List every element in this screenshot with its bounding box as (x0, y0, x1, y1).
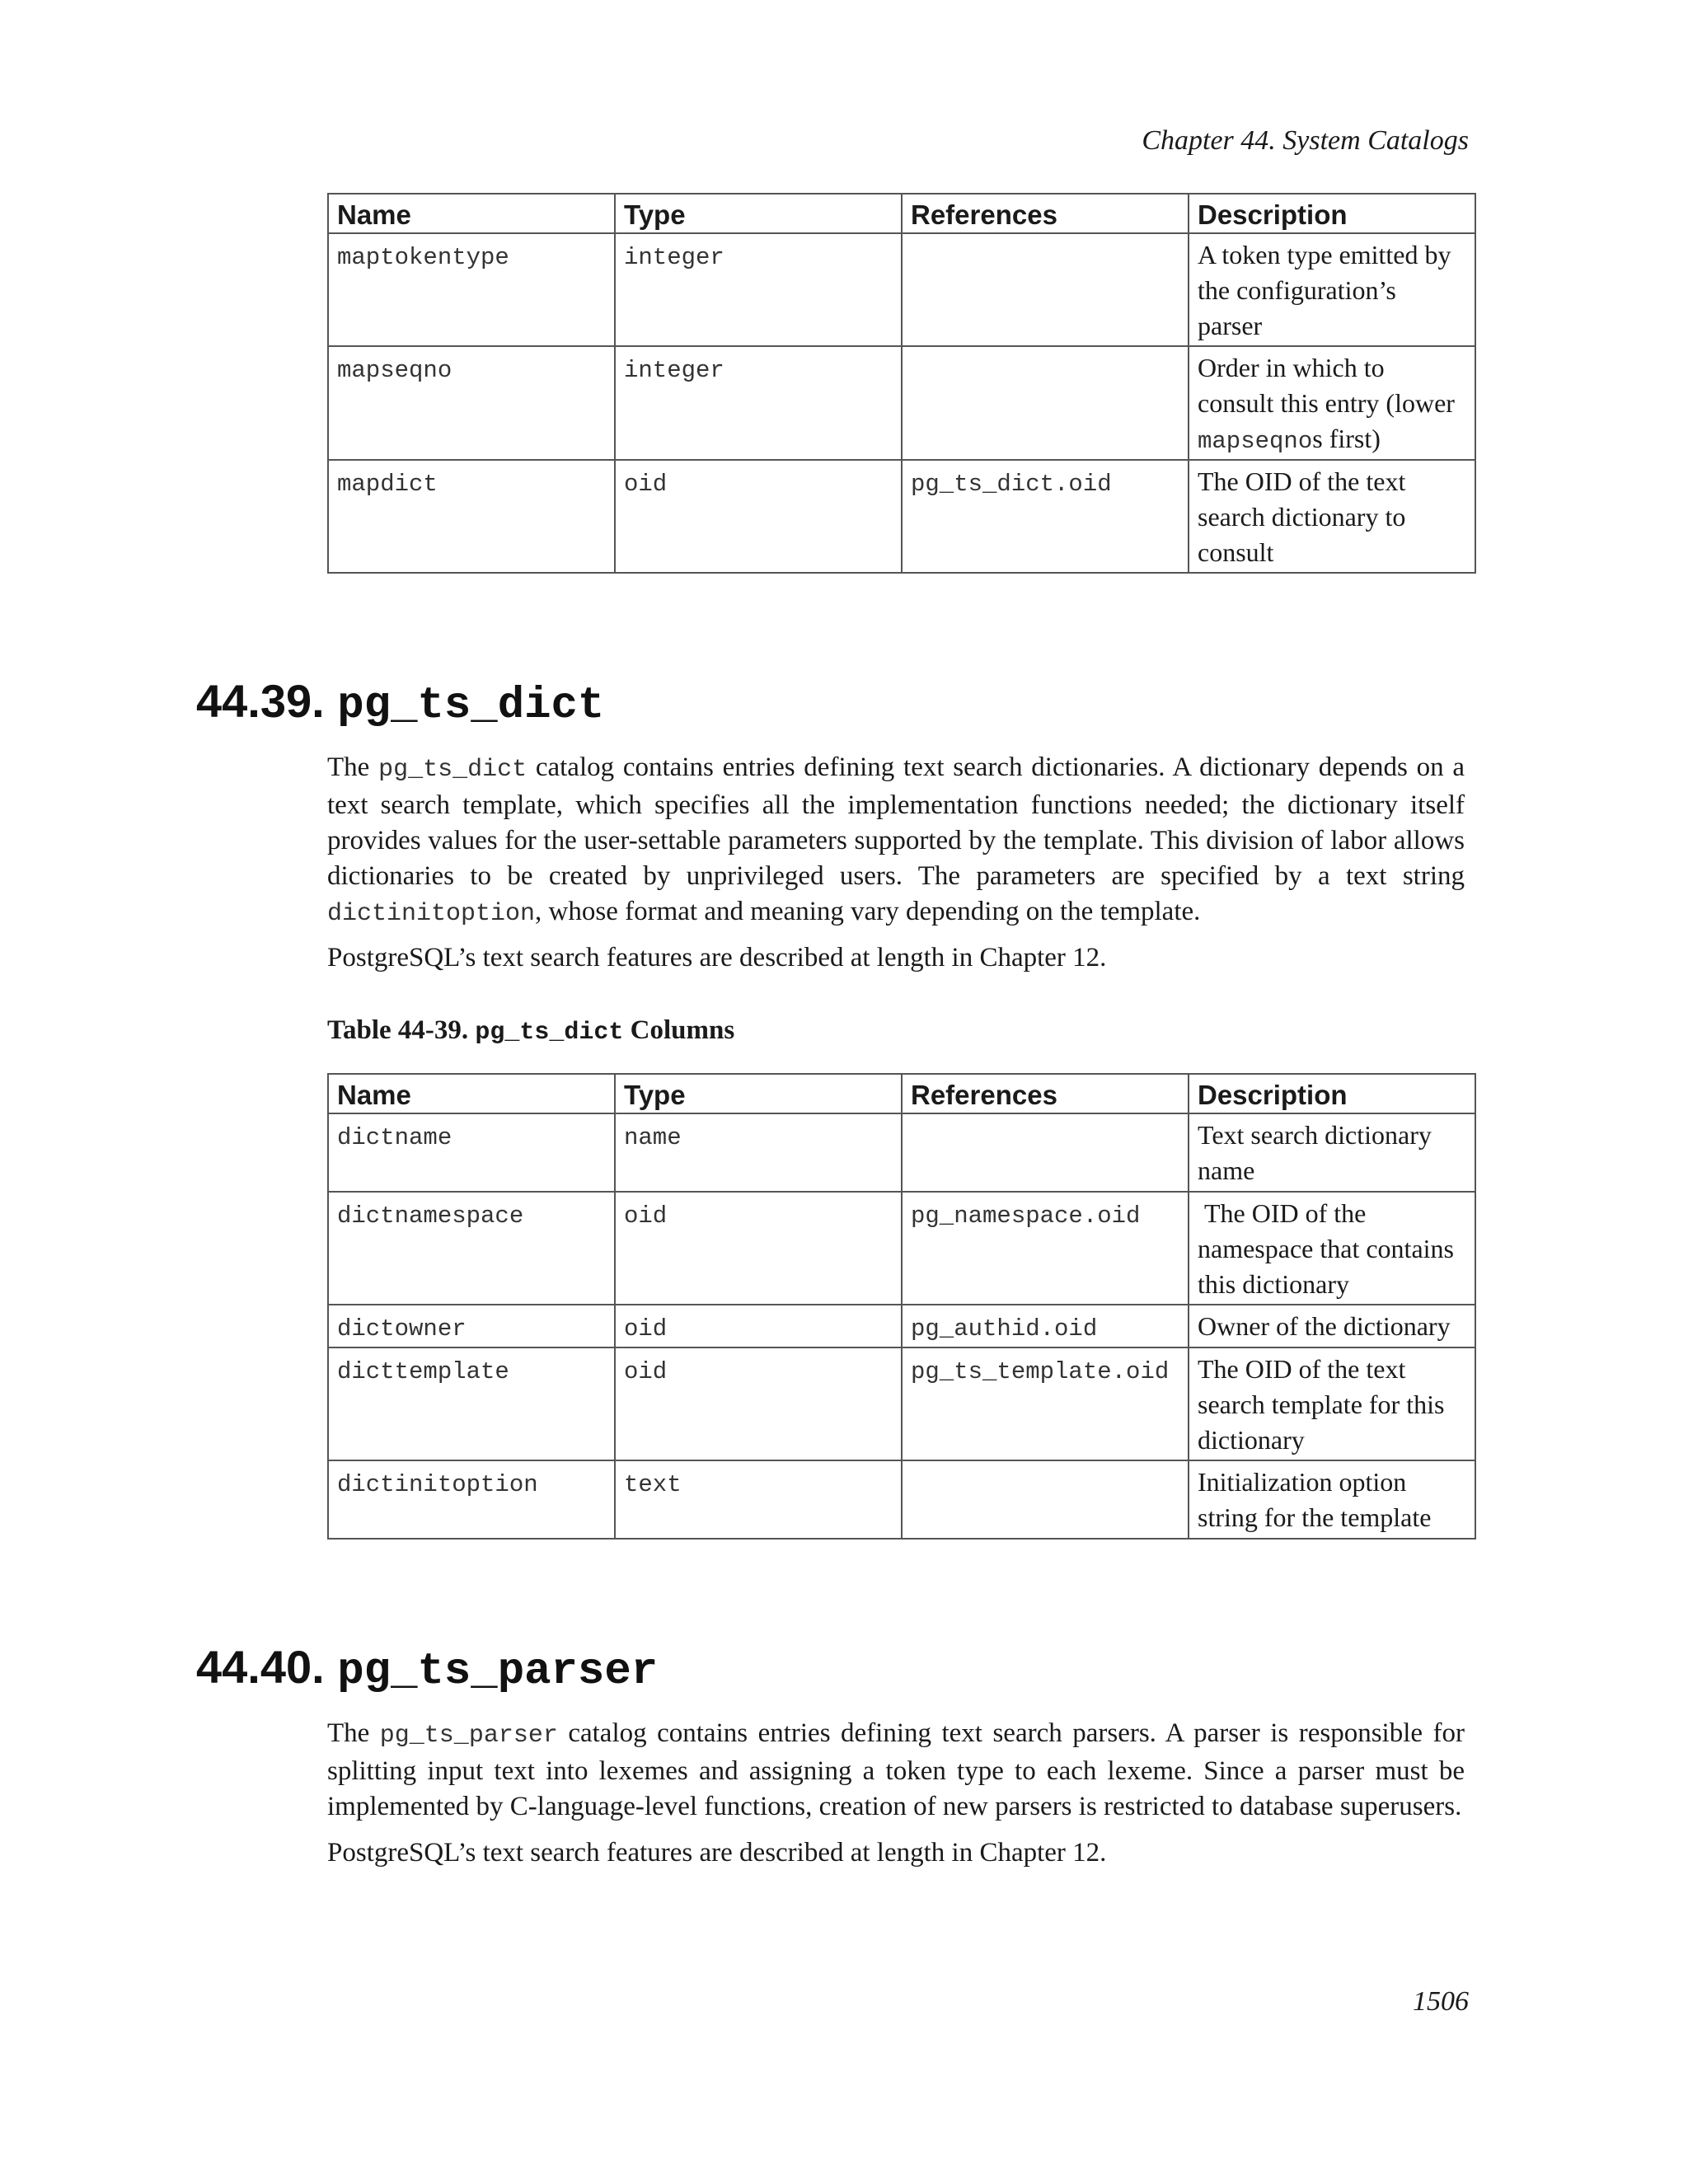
cell-type: oid (615, 1192, 902, 1305)
cell-name: dictname (328, 1113, 615, 1192)
table-row (328, 1192, 1475, 1305)
paragraph-text: catalog contains entries defining text search parsers. A parser is responsible for splitting input text into lexemes and assigning a token type to each lexeme. Since a parser must be implemented by C-language-level functions, creation of new parsers is restricted to database superusers. (327, 1718, 1465, 1821)
table-row (328, 1305, 1475, 1347)
table-row (328, 1347, 1475, 1460)
paragraph-text: The (327, 1718, 380, 1748)
running-head: Chapter 44. System Catalogs (1142, 125, 1469, 156)
cell-name: mapdict (328, 460, 615, 573)
column-header-description: Description (1189, 1074, 1475, 1113)
page-number: 1506 (1413, 1986, 1469, 2017)
cell-name: dicttemplate (328, 1347, 615, 1460)
description-text: s first) (1312, 424, 1381, 453)
inline-code: pg_ts_parser (379, 1722, 558, 1750)
cell-name: dictnamespace (328, 1192, 615, 1305)
cell-type: integer (615, 346, 902, 460)
section-paragraph (327, 750, 1465, 932)
pg-ts-config-map-table (327, 193, 1476, 574)
cell-name: mapseqno (328, 346, 615, 460)
section-number: 44.40. (196, 1641, 325, 1693)
cell-name: maptokentype (328, 233, 615, 346)
paragraph-text: , whose format and meaning vary depending on the template. (535, 897, 1201, 926)
section-paragraph: PostgreSQL’s text search features are described at length in Chapter 12. (327, 1838, 1107, 1868)
column-header-type: Type (615, 1074, 902, 1113)
cell-references (902, 346, 1189, 460)
cell-references (902, 233, 1189, 346)
cell-references: pg_namespace.oid (902, 1192, 1189, 1305)
description-code: mapseqno (1198, 428, 1313, 455)
cell-type: integer (615, 233, 902, 346)
section-title: pg_ts_parser (337, 1647, 659, 1697)
pg-ts-dict-columns-table (327, 1073, 1476, 1540)
section-paragraph: PostgreSQL’s text search features are described at length in Chapter 12. (327, 943, 1107, 972)
description-text: Order in which to consult this entry (lower (1198, 353, 1455, 418)
cell-type: name (615, 1113, 902, 1192)
column-header-name: Name (328, 1074, 615, 1113)
section-title: pg_ts_dict (337, 681, 605, 731)
section-heading-pg-ts-dict (196, 674, 604, 731)
column-header-description: Description (1189, 194, 1475, 233)
table-header-row (328, 194, 1475, 233)
cell-name: dictowner (328, 1305, 615, 1347)
column-header-references: References (902, 1074, 1189, 1113)
column-header-name: Name (328, 194, 615, 233)
section-heading-pg-ts-parser (196, 1640, 658, 1697)
caption-text: Columns (623, 1015, 735, 1045)
table-row (328, 233, 1475, 346)
cell-description (1189, 346, 1475, 460)
paragraph-text: catalog contains entries defining text search dictionaries. A dictionary depends on a text search template, which specifies all the implementation functions needed; the dictionary itself provides values for the user-settable parameters supported by the template. This division of labor allows dictionaries to be created by unprivileged users. The parameters are specified by a text string (327, 752, 1465, 891)
section-number: 44.39. (196, 675, 325, 727)
cell-description: Text search dictionary name (1189, 1113, 1475, 1192)
cell-type: oid (615, 1347, 902, 1460)
caption-text: Table 44-39. (327, 1015, 476, 1045)
table-row (328, 460, 1475, 573)
table-row (328, 1113, 1475, 1192)
cell-references: pg_ts_template.oid (902, 1347, 1189, 1460)
inline-code: dictinitoption (327, 900, 536, 928)
cell-description: A token type emitted by the configuration’s parser (1189, 233, 1475, 346)
paragraph-text: The (327, 752, 379, 782)
table-row (328, 346, 1475, 460)
cell-type: oid (615, 460, 902, 573)
section-paragraph (327, 1716, 1465, 1825)
table-caption (327, 1015, 734, 1047)
table-header-row (328, 1074, 1475, 1113)
cell-description: Initialization option string for the template (1189, 1460, 1475, 1539)
cell-references: pg_authid.oid (902, 1305, 1189, 1347)
cell-description: The OID of the text search dictionary to consult (1189, 460, 1475, 573)
cell-references (902, 1460, 1189, 1539)
column-header-references: References (902, 194, 1189, 233)
cell-type: oid (615, 1305, 902, 1347)
caption-code: pg_ts_dict (475, 1019, 624, 1047)
column-header-type: Type (615, 194, 902, 233)
cell-description: The OID of the text search template for this dictionary (1189, 1347, 1475, 1460)
cell-description: Owner of the dictionary (1189, 1305, 1475, 1347)
cell-name: dictinitoption (328, 1460, 615, 1539)
table-row (328, 1460, 1475, 1539)
cell-type: text (615, 1460, 902, 1539)
cell-references (902, 1113, 1189, 1192)
cell-description: The OID of the namespace that contains this dictionary (1189, 1192, 1475, 1305)
cell-references: pg_ts_dict.oid (902, 460, 1189, 573)
inline-code: pg_ts_dict (378, 756, 528, 784)
